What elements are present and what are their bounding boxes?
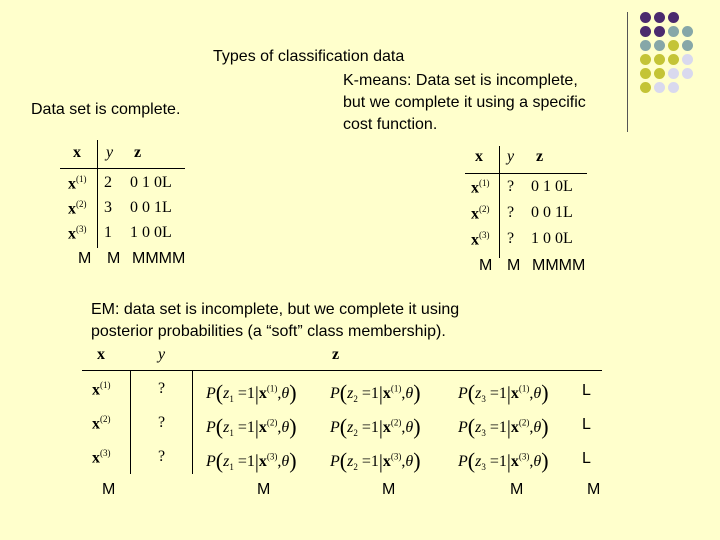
decorative-dot: [668, 82, 679, 93]
table-row-x: [92, 414, 111, 433]
x-superscript: (2): [100, 414, 111, 424]
header-rule: [60, 168, 185, 169]
header-rule: [82, 370, 602, 371]
cell-y: ?: [507, 204, 515, 221]
table-kmeans: [465, 146, 615, 276]
ellipsis: M: [382, 481, 396, 498]
decorative-dot: [640, 68, 651, 79]
x-symbol: x: [92, 381, 100, 399]
decorative-dot: [654, 12, 665, 23]
decorative-dot: [654, 68, 665, 79]
posterior-probability: $P(z_3 =1|x^{(2)},\theta)$: [458, 414, 549, 439]
kmeans-line-1: K-means: Data set is incomplete,: [343, 72, 578, 89]
posterior-probability: $P(z_1 =1|x^{(1)},\theta)$: [206, 380, 297, 405]
cell-y: ?: [158, 380, 166, 397]
decorative-dot: [640, 26, 651, 37]
ellipsis: M: [587, 481, 601, 498]
ellipsis: M: [510, 481, 524, 498]
ellipsis: M: [507, 257, 521, 274]
ellipsis: MMMM: [132, 250, 186, 267]
cell-z: 0 1 0L: [130, 174, 172, 191]
decorative-dot: [668, 68, 679, 79]
decorative-dot: [654, 82, 665, 93]
cell-y: ?: [158, 414, 166, 431]
x-symbol: x: [92, 415, 100, 433]
ellipsis: MMMM: [532, 257, 586, 274]
header-x: x: [73, 144, 81, 161]
decorative-dot: [640, 40, 651, 51]
decorative-dot: [654, 26, 665, 37]
column-rule: [97, 140, 98, 248]
table-complete: [60, 140, 200, 270]
ellipsis: M: [107, 250, 121, 267]
ellipsis: M: [102, 481, 116, 498]
decorative-divider: [627, 12, 628, 132]
column-rule: [192, 370, 193, 474]
header-y: y: [106, 144, 114, 161]
cell-z: 0 0 1L: [130, 199, 172, 216]
table-row: $x^{(2)}$: [68, 199, 87, 218]
decorative-dot: [654, 40, 665, 51]
posterior-probability: $P(z_1 =1|x^{(3)},\theta)$: [206, 448, 297, 473]
table-row-x: [92, 448, 111, 467]
cell-y: 1: [104, 224, 112, 241]
cell-y: 3: [104, 199, 112, 216]
decorative-dot: [682, 68, 693, 79]
cell-y: 2: [104, 174, 112, 191]
column-rule: [130, 370, 131, 474]
x-symbol: x: [92, 449, 100, 467]
posterior-probability: $P(z_2 =1|x^{(1)},\theta)$: [330, 380, 421, 405]
ellipsis: M: [479, 257, 493, 274]
em-line-1: EM: data set is incomplete, but we complete it using: [91, 301, 460, 318]
header-y: y: [158, 346, 166, 363]
decorative-dot: [668, 12, 679, 23]
ellipsis: M: [78, 250, 92, 267]
cell-y: ?: [507, 178, 515, 195]
cell-z: 1 0 0L: [531, 230, 573, 247]
posterior-probability: $P(z_1 =1|x^{(2)},\theta)$: [206, 414, 297, 439]
em-description: [91, 299, 551, 343]
table-em: [82, 344, 612, 504]
table-row-x: [92, 380, 111, 399]
table-row: $x^{(1)}$: [68, 174, 87, 193]
table-row: $x^{(1)}$: [471, 178, 490, 197]
cell-z: 1 0 0L: [130, 224, 172, 241]
header-x: x: [97, 346, 105, 363]
decorative-dot: [668, 26, 679, 37]
cell-z: 0 1 0L: [531, 178, 573, 195]
header-y: y: [507, 148, 515, 165]
decorative-dot: [640, 54, 651, 65]
column-rule: [499, 146, 500, 258]
ellipsis: L: [582, 382, 591, 399]
x-superscript: (1): [100, 380, 111, 390]
table-row: $x^{(2)}$: [471, 204, 490, 223]
ellipsis: M: [257, 481, 271, 498]
page-title: Types of classification data: [213, 48, 405, 65]
kmeans-line-3: cost function.: [343, 116, 438, 133]
decorative-dot: [640, 82, 651, 93]
cell-z: 0 0 1L: [531, 204, 573, 221]
posterior-probability: $P(z_3 =1|x^{(1)},\theta)$: [458, 380, 549, 405]
x-superscript: (3): [100, 448, 111, 458]
posterior-probability: $P(z_2 =1|x^{(2)},\theta)$: [330, 414, 421, 439]
header-x: x: [475, 148, 483, 165]
header-rule: [465, 173, 587, 174]
em-line-2: posterior probabilities (a “soft” class membership).: [91, 323, 446, 340]
decorative-dot: [682, 26, 693, 37]
decorative-dot: [682, 40, 693, 51]
kmeans-description: [343, 70, 643, 136]
cell-y: ?: [507, 230, 515, 247]
ellipsis: L: [582, 416, 591, 433]
decorative-dot: [668, 40, 679, 51]
decorative-dot: [654, 54, 665, 65]
complete-label: Data set is complete.: [31, 101, 181, 118]
table-row: $x^{(3)}$: [68, 224, 87, 243]
cell-y: ?: [158, 448, 166, 465]
ellipsis: L: [582, 450, 591, 467]
kmeans-line-2: but we complete it using a specific: [343, 94, 586, 111]
table-row: $x^{(3)}$: [471, 230, 490, 249]
posterior-probability: $P(z_3 =1|x^{(3)},\theta)$: [458, 448, 549, 473]
header-z: z: [536, 148, 544, 165]
decorative-dot: [682, 54, 693, 65]
decorative-dot: [640, 12, 651, 23]
header-z: z: [332, 346, 340, 363]
header-z: z: [134, 144, 142, 161]
decorative-dot: [668, 54, 679, 65]
posterior-probability: $P(z_2 =1|x^{(3)},\theta)$: [330, 448, 421, 473]
